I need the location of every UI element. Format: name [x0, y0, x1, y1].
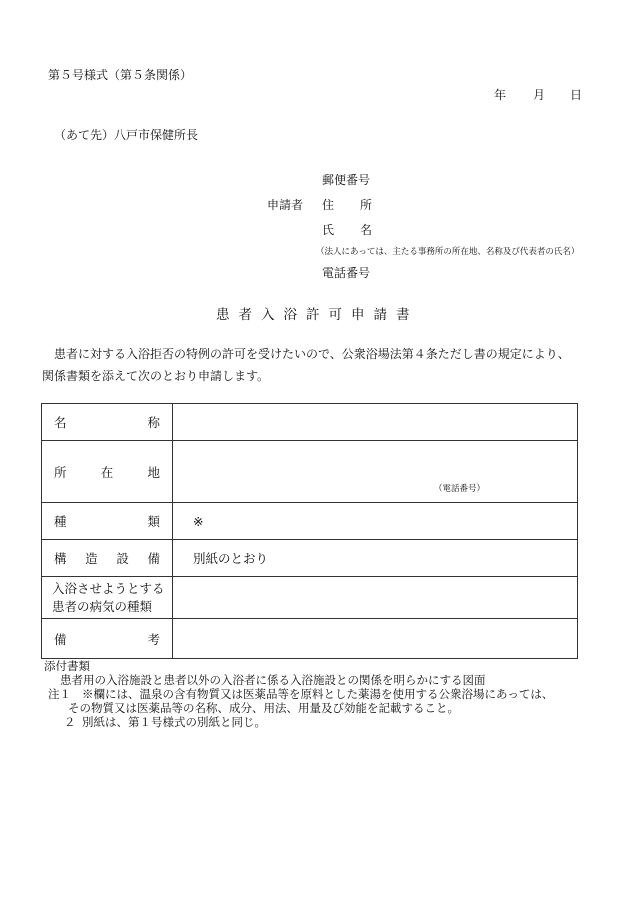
postal-code-label: 郵便番号 [322, 173, 371, 187]
phone-label: 電話番号 [322, 266, 371, 280]
body-line-1: 患者に対する入浴拒否の特例の許可を受けたいので、公衆浴場法第４条ただし書の規定により、 [54, 347, 570, 361]
table-row-disease [42, 577, 578, 619]
table-row-structure [42, 540, 578, 577]
name-label: 氏 名 [322, 223, 372, 237]
date-day-label: 日 [570, 88, 583, 102]
date-year-label: 年 [494, 88, 507, 102]
location-field[interactable] [173, 441, 578, 503]
attachments-item: 患者用の入浴施設と患者以外の入浴者に係る入浴施設との関係を明らかにする図面 [60, 673, 486, 687]
attachments-heading: 添付書類 [44, 659, 90, 673]
row-label-name: 名 称 [42, 404, 173, 441]
note-1-line-1: ※欄には、温泉の含有物質又は医薬品等を原料とした薬湯を使用する公衆浴場にあっては、 [82, 687, 554, 701]
application-table [41, 403, 578, 659]
addressee: （あて先）八戸市保健所長 [54, 128, 199, 142]
location-phone-note: （電話番号） [433, 484, 485, 494]
disease-field[interactable] [173, 577, 578, 619]
table-row-remarks [42, 619, 578, 659]
body-line-2: 関係書類を添えて次のとおり申請します。 [42, 369, 270, 383]
remarks-field[interactable] [173, 619, 578, 659]
table-row-type [42, 503, 578, 540]
row-label-location: 所 在 地 [42, 441, 173, 503]
type-field[interactable]: ※ [173, 503, 578, 540]
structure-field[interactable]: 別紙のとおり [173, 540, 578, 577]
corporate-note: （法人にあっては、主たる事務所の所在地、名称及び代表者の氏名） [316, 247, 580, 257]
applicant-label: 申請者 [267, 198, 304, 212]
note-1-line-2: その物質又は医薬品等の名称、成分、用法、用量及び効能を記載すること。 [68, 701, 459, 715]
name-field[interactable] [173, 404, 578, 441]
row-label-disease: 入浴させようとする 患者の病気の種類 [42, 577, 173, 619]
table-row-location [42, 441, 578, 503]
row-label-type: 種 類 [42, 503, 173, 540]
row-label-structure: 構 造 設 備 [42, 540, 173, 577]
page-title: 患者入浴許可申請書 [216, 307, 419, 323]
note-1-prefix: 注１ [48, 687, 71, 701]
date-month-label: 月 [533, 88, 546, 102]
form-number: 第５号様式（第５条関係） [48, 68, 193, 82]
row-label-remarks: 備 考 [42, 619, 173, 659]
note-2-text: 別紙は、第１号様式の別紙と同じ。 [82, 715, 266, 729]
address-label: 住 所 [322, 198, 372, 212]
table-row-name [42, 404, 578, 441]
note-2-prefix: ２ [64, 715, 76, 729]
